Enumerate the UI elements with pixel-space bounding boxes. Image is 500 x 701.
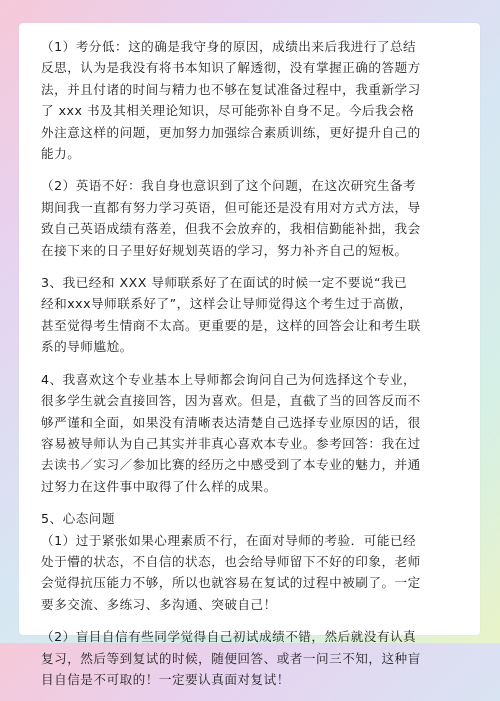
text-line: 会觉得抗压能力不够，所以也就容易在复试的过程中被刷了。一定 — [41, 575, 421, 591]
text-line: （2）盲目自信有些同学觉得自己初试成绩不错，然后就没有认真 — [41, 629, 417, 645]
text-line: 反思，认为是我没有将书本知识了解透彻，没有掌握正确的答题方 — [41, 60, 421, 76]
text-line: 外注意这样的问题，更加努力加强综合素质训练，更好提升自己的 — [41, 124, 421, 140]
text-line: 在接下来的日子里好好规划英语的学习，努力补齐自己的短板。 — [41, 242, 408, 258]
text-line: 系的导师尴尬。 — [41, 339, 133, 355]
text-line: 过努力在这件事中取得了什么样的成果。 — [41, 478, 277, 494]
text-line: 容易被导师认为自己其实并非真心喜欢本专业。参考回答：我在过 — [41, 435, 421, 451]
text-line: 甚至觉得考生情商不太高。更重要的是，这样的回答会让和考生联 — [41, 317, 421, 333]
text-line: 复习，然后等到复试的时候，随便回答、或者一问三不知，这种盲 — [41, 650, 421, 666]
document-card — [19, 23, 480, 687]
text-line: （1）过于紧张如果心理素质不行，在面对导师的考验．可能已经 — [41, 532, 417, 548]
text-line: 期间我一直都有努力学习英语，但可能还是没有用对方式方法，导 — [41, 199, 421, 215]
text-line: 要多交流、多练习、多沟通、突破自己！ — [41, 596, 277, 612]
text-line: 能力。 — [41, 146, 81, 162]
text-line: 法，并且付诸的时间与精力也不够在复试准备过程中，我重新学习 — [41, 81, 421, 97]
text-line: 3、我已经和 XXX 导师联系好了在面试的时候一定不要说“我已 — [41, 275, 408, 291]
text-line: （1）考分低：这的确是我守身的原因，成绩出来后我进行了总结 — [41, 39, 417, 54]
text-line: 够严谨和全面，如果没有清晰表达清楚自己选择专业原因的话，很 — [41, 414, 421, 430]
text-line: 处于懵的状态，不自信的状态，也会给导师留下不好的印象，老师 — [41, 553, 421, 569]
paragraph-contacted-advisor — [41, 272, 471, 358]
paragraph-like-major — [41, 369, 471, 497]
document-body — [41, 36, 471, 701]
text-line: 致自己英语成绩有落差，但我不会放弃的，我相信勤能补拙，我会 — [41, 221, 421, 237]
paragraph-english-weak — [41, 175, 471, 261]
text-line: （2）英语不好：我自身也意识到了这个问题，在这次研究生备考 — [41, 178, 417, 194]
text-line: 目自信是不可取的！一定要认真面对复试！ — [41, 671, 290, 687]
paragraph-blind-confidence — [41, 626, 471, 690]
text-line: 很多学生就会直接回答，因为喜欢。但是，直截了当的回答反而不 — [41, 393, 421, 409]
paragraph-low-score — [41, 36, 471, 164]
text-line: 5、心态问题 — [41, 511, 115, 527]
text-line: 经和xxx导师联系好了”，这样会让导师觉得这个考生过于高傲， — [41, 296, 413, 312]
paragraph-mindset — [41, 508, 471, 615]
text-line: 了 xxx 书及其相关理论知识，尽可能弥补自身不足。今后我会格 — [41, 103, 415, 119]
text-line: 4、我喜欢这个专业基本上导师都会询问自己为何选择这个专业， — [41, 371, 417, 387]
text-line: 去读书／实习／参加比赛的经历之中感受到了本专业的魅力，并通 — [41, 457, 421, 473]
